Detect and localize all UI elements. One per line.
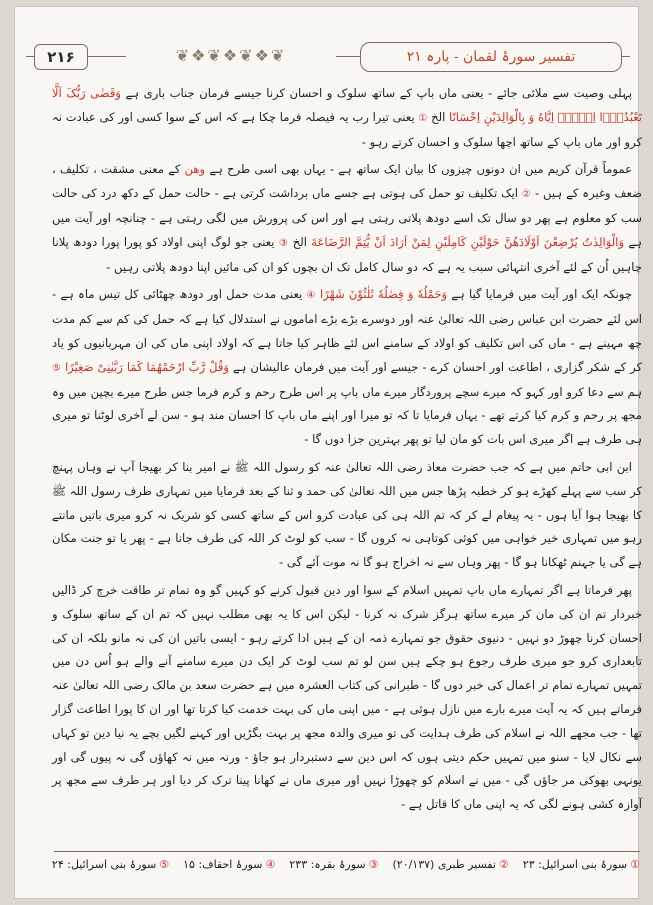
footnote-text: سورۂ بنی اسرائیل: ۲۴	[51, 858, 157, 871]
footnote-text: سورۂ احقاف: ۱۵	[183, 858, 263, 871]
paragraph	[52, 579, 642, 817]
footnote-number: ①	[630, 858, 640, 871]
footnote-item	[183, 858, 275, 871]
text-run: عموماً قرآن کریم میں ان دونوں چیزوں کا بیان ایک ساتھ ہے - یہاں بھی اسی طرح ہے	[205, 162, 632, 177]
paragraph	[52, 158, 642, 279]
quran-verse: وَحَمْلُهٗ وَ فِصٰلُهٗ ثَلٰثُوْنَ شَهْرًا	[320, 287, 448, 302]
header-ornament: ❦❖❦❖❦❖❦	[126, 42, 336, 70]
book-page	[14, 6, 643, 899]
footnote-item	[52, 858, 169, 871]
footnote-marker: ⑤	[52, 362, 62, 374]
paragraph	[52, 456, 642, 575]
footnote-marker: ②	[521, 189, 532, 201]
footnotes-section	[51, 851, 640, 871]
footnote-item	[523, 858, 640, 871]
footnote-number: ④	[265, 858, 276, 871]
text-run: یعنی جو لوگ اپنی اولاد کو پورا پورا دودھ پلانا چاہیں اُن کے لئے آخری انتہائی سبب یہ ہے کہ دو سال کامل تک ان بچوں کو ان کی مائیں اپنا دودھ پلاتی رہیں -	[52, 234, 642, 274]
paragraph	[52, 283, 642, 452]
quran-verse: وَقَضٰی رَبُّکَ اَلَّا تَعْبُدُوْۤا اِلَّاۤ اِیَّاهُ وَ بِالْوَالِدَیْنِ اِحْسَانًا	[52, 86, 643, 124]
text-run: الخ	[288, 234, 312, 249]
footnote-item	[392, 858, 508, 871]
footnote-marker: ③	[278, 237, 289, 249]
footnote-number: ③	[368, 858, 379, 871]
quran-verse: وَالْوَالِدٰتُ یُرْضِعْنَ اَوْلَادَهُنَّ حَوْلَیْنِ کَامِلَیْنِ لِمَنْ اَرَادَ اَنْ یُّتِمَّ الرَّضَاعَةَ	[311, 234, 625, 249]
text-run: چونکہ ایک اور آیت میں فرمایا گیا ہے	[447, 287, 633, 302]
text-run: ہم سے دعا کرو اور کہو کہ میرے سچے پروردگار میرے ماں باپ پر اس طرح رحم و کرم فرما جس طرح میرے بچپن میں وہ مجھ پر رحم و کرم کیا کرتے تھے - یہاں فرمایا تا کہ تو میرا اور اپنے ماں باپ کا احسان مند ہو - سن لے آخری لوٹنا تو میری ہی طرف ہے اگر میری اس بات کو مان لیا تو پھر بہترین جزا دوں گا -	[52, 384, 642, 447]
paragraph	[52, 82, 642, 154]
text-run: پہلی وصیت سے ملائی جائے - یعنی ماں باپ کے ساتھ سلوک و احسان کرنا جیسے فرمان جناب باری ہے	[120, 86, 633, 100]
text-run: الخ	[427, 109, 450, 124]
text-run: ابن ابی حاتم میں ہے کہ جب حضرت معاذ رضی اللہ تعالیٰ عنہ کو رسول اللہ ﷺ نے امیر بنا کر بھیجا آپ نے وہاں پہنچ کر سب سے پہلے کھڑے ہو کر خطبہ پڑھا جس میں اللہ تعالیٰ کی حمد و ثنا کے بعد فرمایا میں تمہاری طرف رسول اللہ ﷺ کا بھیجا ہوا آیا ہوں - یہ پیغام لے کر کہ تم اللہ ہی کی عبادت کرو اس کے ساتھ کسی کو شریک نہ کرو میری باتیں مانتے رہو میں تمہاری خیر خواہی میں کوئی کوتاہی نہ کروں گا - سب کو لوٹ کر اللہ کی طرف جانا ہے - پھر یا تو جنت مکان ہے گی یا جہنم ٹھکانا ہو گا - پھر وہاں سے نہ اخراج ہو گا نہ موت آئے گی -	[52, 459, 642, 570]
footnote-marker: ④	[306, 290, 316, 302]
footnote-number: ⑤	[159, 858, 170, 871]
quran-verse: وَقُلْ رَّبِّ ارْحَمْهُمَا کَمَا رَبَّیٰنِیْ صَغِیْرًا	[65, 359, 229, 374]
page-title: تفسیر سورۂ لقمان - پارہ ۲۱	[360, 42, 622, 72]
page-number: ۲۱۶	[34, 44, 88, 70]
footnote-item	[289, 858, 378, 871]
text-run: یعنی تیرا رب یہ فیصلہ فرما چکا ہے کہ اس کے سوا کسی اور کی عبادت نہ کرو اور ماں باپ کے ساتھ اچھا سلوک و احسان کرتے رہو -	[52, 109, 642, 149]
text-run: ایک تکلیف تو حمل کی ہوتی ہے جسے ماں برداشت کرتی ہے - حالت حمل کے دکھ درد کی حالت سب کو معلوم ہے پھر دو سال تک اسے دودھ پلاتی رہتی ہے اور اس کی پرورش میں لگی رہتی ہے - چنانچہ اور آیت میں ہے	[52, 186, 643, 249]
text-run: کے معنی مشقت ، تکلیف ، ضعف وغیرہ کے ہیں -	[52, 162, 642, 201]
footnote-marker: ①	[418, 112, 428, 124]
main-text	[52, 82, 642, 821]
footnote-text: سورۂ بقرہ: ۲۳۳	[289, 858, 366, 871]
footnote-number: ②	[498, 858, 509, 871]
text-run: یعنی مدت حمل اور دودھ چھٹائی کل تیس ماہ ہے - اس لئے حضرت ابن عباس رضی اللہ تعالیٰ عنہ اور دوسرے بڑے بڑے اماموں نے استدلال کیا ہے کہ حمل کی کم سے کم مدت چھ مہینے ہے - ماں کی اس تکلیف کو اولاد کے سامنے اس لئے ظاہر کیا جاتا ہے کہ اولاد اپنی ماں کی ان مہربانیوں کو یاد کر کے شکر گزاری ، اطاعت اور احسان کرے - جیسے اور آیت میں فرمان عالیشان ہے	[52, 287, 642, 374]
footnote-text: تفسیر طبری (۲۰/۱۳۷)	[392, 858, 496, 871]
quran-verse: وھن	[184, 162, 206, 177]
text-run: پھر فرماتا ہے اگر تمہارے ماں باپ تمہیں اسلام کے سوا اور دین قبول کرنے کو کہیں گو وہ تمام تر طاقت خرچ کر ڈالیں خبردار تم ان کی مان کر میرے ساتھ ہرگز شرک نہ کرنا - لیکن اس کا یہ بھی مطلب نہیں کہ تم ان کے ساتھ سلوک و احسان کرنا چھوڑ دو نہیں - دنیوی حقوق جو تمہارے ذمہ ان کے ہیں ادا کرتے رہو - ایسی باتیں ان کی نہ مانو بلکہ ان کی تابعداری کرو جو میری طرف رجوع ہو چکے ہیں سن لو تم سب لوٹ کر ایک دن میرے سامنے آنے والے ہو اُس دن میں تمہیں تمہارے تمام تر اعمال کی خبر دوں گا - طبرانی کی کتاب العشرہ میں ہے حضرت سعد بن مالک رضی اللہ تعالیٰ عنہ فرماتے ہیں کہ یہ آیت میرے بارے میں نازل ہوئی ہے - میں اپنی ماں کی بہت خدمت کیا کرتا تھا اور ان کا پورا اطاعت گزار تھا - جب مجھے اللہ نے اسلام کی طرف ہدایت کی تو میری والدہ مجھ پر بہت بگڑیں اور کہنے لگیں بچے یہ نیا دین تو کہاں سے نکال لایا - سنو میں تمہیں حکم دیتی ہوں کہ اس دین سے دستبردار ہو جاؤ - ورنہ میں نہ کھاؤں گی نہ پیوں گی اور یونہی بھوکی مر جاؤں گی - میں نے اسلام کو چھوڑا نہیں اور میری ماں نے کھانا پینا ترک کر دیا اور ہر طرف سے مجھ پر آوازہ کشی ہونے لگی کہ یہ اپنی ماں کا قاتل ہے -	[52, 582, 642, 812]
footnotes-list	[51, 852, 640, 871]
page-header	[26, 38, 630, 78]
footnote-text: سورۂ بنی اسرائیل: ۲۳	[522, 858, 628, 871]
